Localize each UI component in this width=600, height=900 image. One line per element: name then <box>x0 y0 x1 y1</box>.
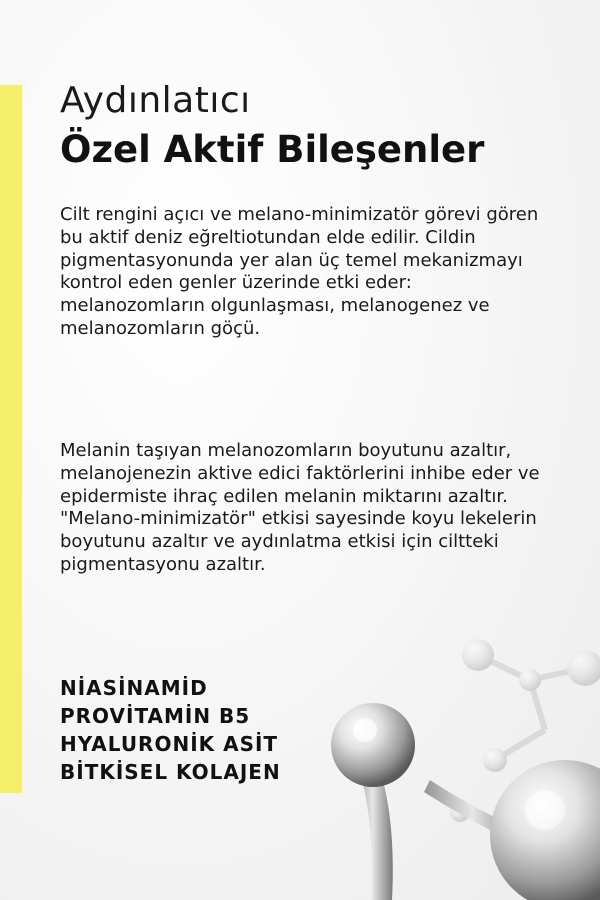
paragraph-1: Cilt rengini açıcı ve melano-minimizatör görevi gören bu aktif deniz eğreltiotundan elde edilir. Cildin pigmentasyonunda yer alan üç temel mekanizmayı kontrol eden genler üzerinde etki eder: melanozomların olgunlaşması, melanogenez ve melanozomların göçü. <box>60 204 539 339</box>
accent-bar <box>0 85 22 793</box>
ingredient-list <box>60 674 281 786</box>
title-light: Aydınlatıcı <box>60 80 251 121</box>
ingredient-item: BİTKİSEL KOLAJEN <box>60 760 281 784</box>
paragraph-2: Melanin taşıyan melanozomların boyutunu azaltır, melanojenezin aktive edici faktörlerini inhibe eder ve epidermiste ihraç edilen melanin miktarını azaltır. "Melano-minimizatör" etkisi sayesinde koyu lekelerin boyutunu azaltır ve aydınlatma etkisi için ciltteki pigmentasyonu azaltır. <box>60 440 540 575</box>
title-bold: Özel Aktif Bileşenler <box>60 128 485 171</box>
ingredient-item: PROVİTAMİN B5 <box>60 704 251 728</box>
ingredient-item: HYALURONİK ASİT <box>60 732 279 756</box>
ingredient-item: NİASİNAMİD <box>60 676 208 700</box>
